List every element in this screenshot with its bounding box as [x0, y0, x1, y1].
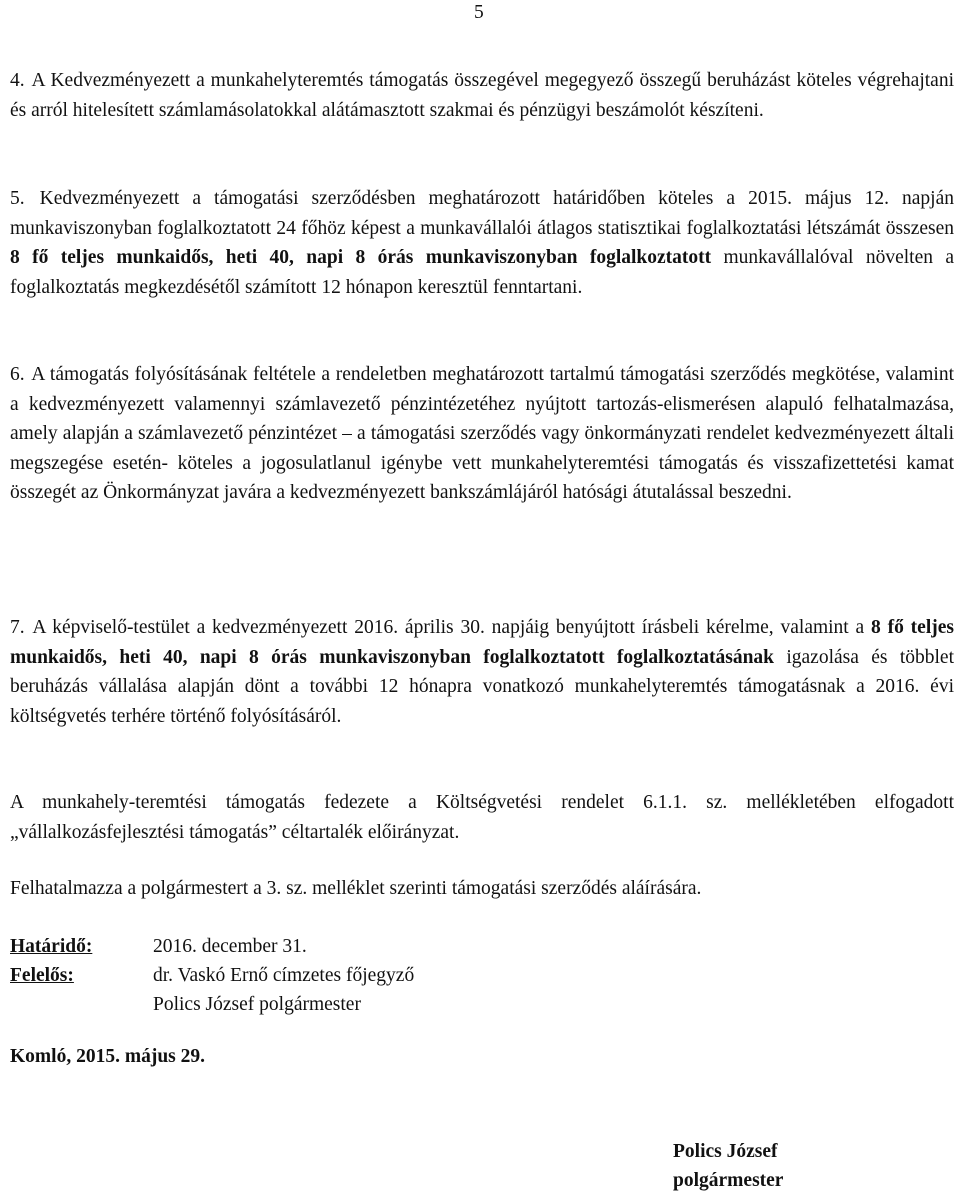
signature-block [673, 1137, 783, 1195]
item-text: A támogatás folyósításának feltétele a rendeletben meghatározott tartalmú támogatási szerződés megkötése, valamint a kedvezményezett valamennyi számlavezető pénzintézetéhez nyújtott tartozás-elismerésen alapuló felhatalmazása, amely alapján a számlavezető pénzintézet – a támogatási szerződés vagy önkormányzati rendelet kedvezményezett általi megszegése esetén- köteles a jogosulatlanul igénybe vett munkahelyteremtési támogatás és visszafizettetési kamat összegét az Önkormányzat javára a kedvezményezett bankszámlájáról hatósági átutalással beszedni. [10, 364, 954, 504]
item-number: 6. [10, 364, 25, 385]
authorization-paragraph: Felhatalmazza a polgármestert a 3. sz. melléklet szerinti támogatási szerződés aláírására. [10, 878, 702, 899]
item-text: munkavállalóval növelten a foglalkoztatás megkezdésétől számított 12 hónapon keresztül fenntartani. [10, 247, 954, 298]
place-date: Komló, 2015. május 29. [10, 1046, 205, 1067]
item-bold-text: 8 fő teljes munkaidős, heti 40, napi 8 órás munkaviszonyban foglalkoztatott [10, 247, 712, 269]
paragraph-item-7 [10, 613, 954, 731]
item-text: A képviselő-testület a kedvezményezett 2016. április 30. napjáig benyújtott írásbeli kérelme, valamint a [32, 617, 872, 638]
paragraph-item-5 [10, 184, 954, 302]
deadline-value: 2016. december 31. [153, 936, 307, 957]
item-text: Kedvezményezett a támogatási szerződésben meghatározott határidőben köteles a 2015. május 12. napján munkaviszonyban foglalkoztatott 24 főhöz képest a munkavállalói átlagos statisztikai foglalkoztatási létszámát összesen [10, 188, 954, 239]
item-text: igazolása és többlet beruházás vállalása alapján dönt a további 12 hónapra vonatkozó munkahelyteremtés támogatásnak a 2016. évi költségvetés terhére történő folyósításáról. [10, 646, 954, 727]
deadline-label: Határidő: [10, 936, 93, 957]
paragraph-item-4 [10, 66, 954, 125]
responsible-value-1: dr. Vaskó Ernő címzetes főjegyző [153, 965, 415, 986]
signature-name: Polics József [673, 1141, 778, 1162]
funding-paragraph: A munkahely-teremtési támogatás fedezete a Költségvetési rendelet 6.1.1. sz. mellékletében elfogadott „vállalkozásfejlesztési támogatás” céltartalék előirányzat. [10, 792, 954, 843]
item-bold-text: 8 fő teljes munkaidős, heti 40, napi 8 órás munkaviszonyban foglalkoztatott foglalkoztatásának [10, 617, 954, 668]
signature-title: polgármester [673, 1170, 784, 1191]
responsible-value-2: Polics József polgármester [153, 994, 361, 1015]
page-number: 5 [474, 2, 484, 23]
paragraph-item-6 [10, 360, 954, 508]
item-number: 4. [10, 70, 25, 91]
item-number: 7. [10, 617, 25, 638]
responsible-label: Felelős: [10, 965, 74, 986]
item-number: 5. [10, 188, 25, 209]
item-text: A Kedvezményezett a munkahelyteremtés támogatás összegével megegyező összegű beruházást köteles végrehajtani és arról hitelesített számlamásolatokkal alátámasztott szakmai és pénzügyi beszámolót készíteni. [10, 70, 954, 121]
